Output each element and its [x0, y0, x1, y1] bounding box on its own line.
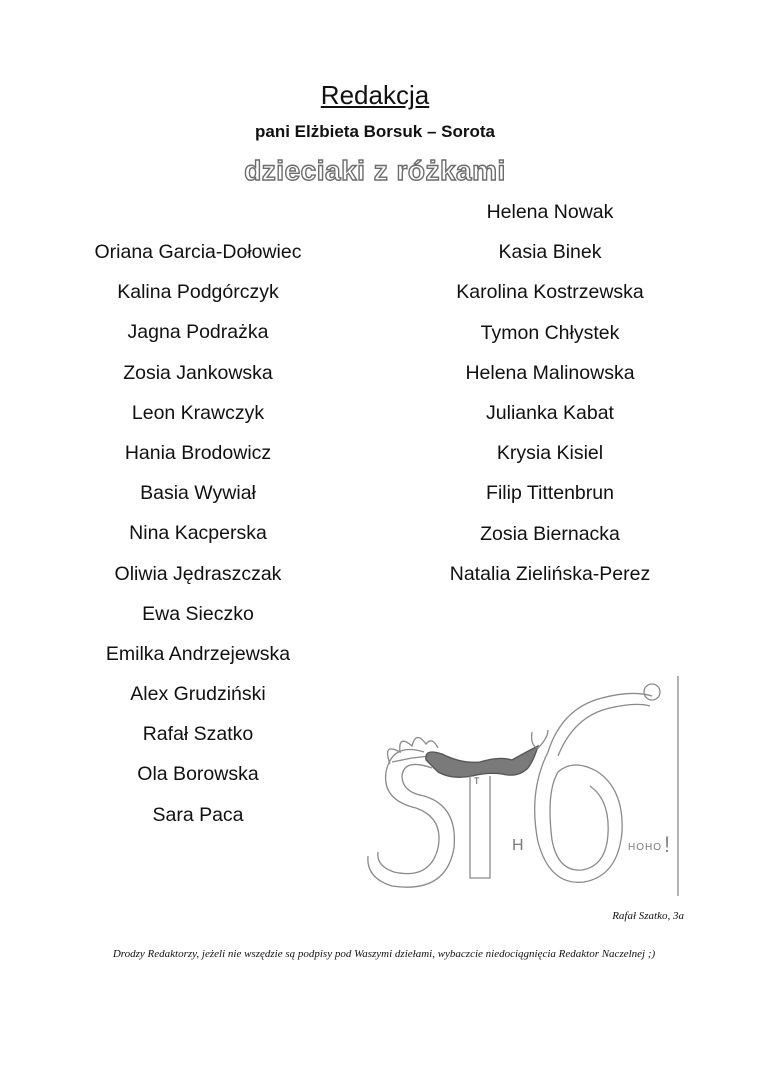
team-member-name: Leon Krawczyk — [131, 401, 265, 424]
names-list-left — [48, 232, 348, 835]
group-logo-text: dzieciaki z różkami — [244, 155, 506, 186]
names-list-right — [400, 192, 700, 594]
team-member-name: Karolina Kostrzewska — [456, 281, 644, 304]
team-member-name: Krysia Kisiel — [496, 442, 604, 465]
team-member-name: Zosia Biernacka — [480, 522, 620, 545]
reindeer-face: T — [474, 776, 480, 786]
team-member-name: Emilka Andrzejewska — [105, 642, 291, 665]
team-member-name: Helena Nowak — [486, 201, 614, 223]
letter-o — [535, 752, 622, 882]
team-member-name: Kalina Podgórczyk — [117, 281, 279, 304]
team-member-name: Tymon Chłystek — [480, 321, 620, 344]
sto-sketch — [352, 672, 682, 900]
santa-hat-pompom — [644, 684, 660, 700]
group-logo — [0, 150, 750, 195]
team-member-name: Hania Brodowicz — [124, 441, 272, 464]
hohoho-text: HOHO — [628, 842, 662, 853]
team-member-name: Zosia Jankowska — [123, 361, 273, 384]
editor-note: Drodzy Redaktorzy, jeżeli nie wszędzie są podpisy pod Waszymi dziełami, wybaczcie niedociągnięcia Redaktor Naczelnej ;) — [112, 948, 656, 960]
letter-s-outline — [368, 764, 455, 887]
letter-t-stem — [470, 776, 490, 878]
exclaim-mark: ! — [664, 832, 671, 857]
letter-h: H — [512, 837, 524, 854]
team-member-name: Sara Paca — [152, 803, 244, 826]
reindeer-head — [426, 746, 538, 777]
team-member-name: Nina Kacperska — [129, 522, 267, 545]
santa-hat-edge-inner — [558, 704, 650, 756]
drawing-credit: Rafał Szatko, 3a — [612, 910, 684, 922]
group-logo-wordart — [240, 150, 510, 190]
letter-s — [378, 750, 439, 874]
team-member-name: Rafał Szatko — [142, 723, 254, 746]
team-member-name: Basia Wywiał — [140, 482, 256, 505]
team-member-name: Jagna Podrażka — [127, 321, 269, 344]
page-title: Redakcja — [320, 80, 430, 110]
team-member-name: Alex Grudziński — [130, 683, 266, 706]
team-member-name: Oriana Garcia-Dołowiec — [94, 241, 302, 263]
team-member-name: Ewa Sieczko — [142, 602, 254, 625]
reindeer-antler — [532, 730, 548, 748]
team-member-name: Filip Tittenbrun — [486, 482, 614, 505]
team-member-name: Natalia Zielińska-Perez — [449, 562, 651, 585]
team-member-name: Kasia Binek — [498, 241, 602, 264]
team-member-name: Julianka Kabat — [486, 401, 614, 424]
team-member-name: Helena Malinowska — [465, 361, 635, 384]
team-member-name: Ola Borowska — [137, 763, 259, 786]
sto-drawing — [352, 672, 682, 900]
editor-name: pani Elżbieta Borsuk – Sorota — [255, 122, 495, 141]
team-member-name: Oliwia Jędraszczak — [114, 562, 282, 585]
